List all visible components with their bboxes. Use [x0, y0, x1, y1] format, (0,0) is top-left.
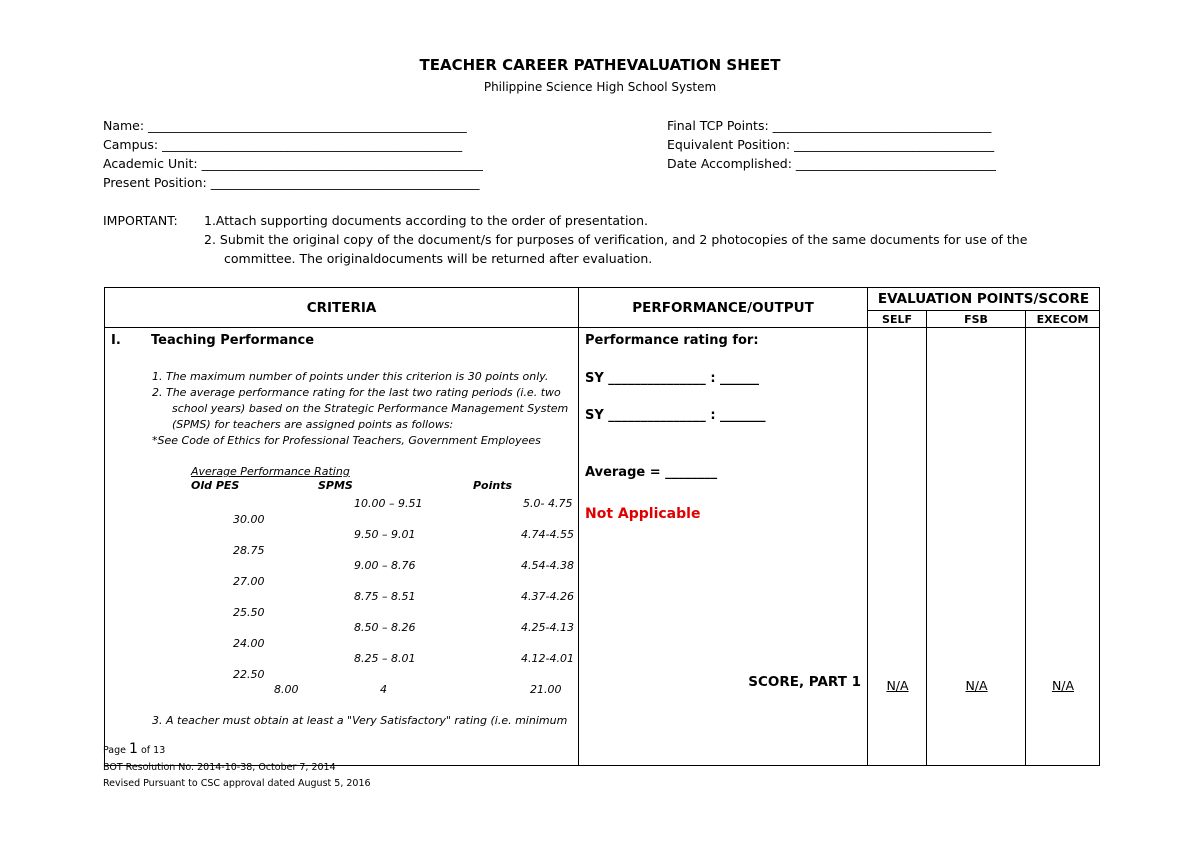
- date-accomplished-field: Date Accomplished: ________________________________: [667, 156, 996, 171]
- criteria-item-2-line-2: school years) based on the Strategic Performance Management System: [172, 402, 569, 415]
- section-number: I.: [111, 333, 121, 348]
- rating-old-3: 27.00: [233, 575, 265, 588]
- fsb-header: FSB: [927, 311, 1026, 328]
- performance-header: PERFORMANCE/OUTPUT: [579, 288, 868, 328]
- important-item-1: 1.Attach supporting documents according to the order of presentation.: [204, 213, 648, 228]
- rating-spms-last: 4: [380, 683, 387, 696]
- page-number-footer: [103, 741, 165, 757]
- not-applicable-label: Not Applicable: [585, 506, 701, 522]
- rating-old-5: 24.00: [233, 637, 265, 650]
- rating-old-last: 8.00: [274, 683, 299, 696]
- fsb-score-cell: [927, 328, 1026, 766]
- rating-points-3: 4.54-4.38: [521, 559, 574, 572]
- rating-spms-3: 9.00 – 8.76: [354, 559, 416, 572]
- criteria-item-2: 2. The average performance rating for the last two rating periods (i.e. two: [152, 386, 561, 399]
- criteria-item-1: 1. The maximum number of points under this criterion is 30 points only.: [152, 370, 549, 383]
- evaluation-header: EVALUATION POINTS/SCORE: [868, 288, 1100, 311]
- important-item-2-cont: committee. The originaldocuments will be returned after evaluation.: [224, 251, 653, 266]
- present-position-field: Present Position: ___________________________________________: [103, 175, 480, 190]
- rating-points-last: 21.00: [530, 683, 562, 696]
- rating-points-4: 4.37-4.26: [521, 590, 574, 603]
- page-title: TEACHER CAREER PATHEVALUATION SHEET: [419, 56, 781, 74]
- col-spms: SPMS: [318, 479, 353, 492]
- rating-points-6: 4.12-4.01: [521, 652, 574, 665]
- page-suffix: of 13: [137, 745, 166, 756]
- important-label: IMPORTANT:: [103, 213, 178, 228]
- page-number: 1: [129, 741, 138, 757]
- rating-spms-1: 10.00 – 9.51: [354, 497, 423, 510]
- rating-spms-2: 9.50 – 9.01: [354, 528, 416, 541]
- rating-points-1: 5.0- 4.75: [523, 497, 573, 510]
- score-part-1-label: SCORE, PART 1: [748, 674, 861, 690]
- revised-footer: Revised Pursuant to CSC approval dated August 5, 2016: [103, 778, 371, 789]
- col-old-pes: Old PES: [191, 479, 240, 492]
- rating-spms-4: 8.75 – 8.51: [354, 590, 416, 603]
- rating-points-2: 4.74-4.55: [521, 528, 574, 541]
- rating-points-5: 4.25-4.13: [521, 621, 574, 634]
- equivalent-position-field: Equivalent Position: ________________________________: [667, 137, 995, 152]
- name-field: Name: ___________________________________________________: [103, 118, 467, 133]
- self-score: N/A: [886, 678, 909, 693]
- rating-spms-5: 8.50 – 8.26: [354, 621, 416, 634]
- criteria-item-3: 3. A teacher must obtain at least a "Very Satisfactory" rating (i.e. minimum: [152, 714, 568, 727]
- sy-field-1: SY _______________ : ______: [585, 371, 760, 386]
- page-prefix: Page: [103, 745, 130, 756]
- execom-score-cell: [1026, 328, 1100, 766]
- criteria-item-2-line-3: (SPMS) for teachers are assigned points as follows:: [172, 418, 454, 431]
- final-tcp-points-field: Final TCP Points: ___________________________________: [667, 118, 992, 133]
- self-score-cell: [868, 328, 927, 766]
- resolution-footer: BOT Resolution No. 2014-10-38, October 7, 2014: [103, 762, 336, 773]
- self-header: SELF: [868, 311, 927, 328]
- sy-field-2: SY _______________ : _______: [585, 408, 766, 423]
- page-subtitle: Philippine Science High School System: [483, 80, 717, 94]
- execom-header: EXECOM: [1026, 311, 1100, 328]
- rating-old-1: 30.00: [233, 513, 265, 526]
- criteria-cell: [105, 328, 579, 766]
- rating-old-2: 28.75: [233, 544, 265, 557]
- col-points: Points: [473, 479, 513, 492]
- rating-spms-6: 8.25 – 8.01: [354, 652, 416, 665]
- average-field: Average = ________: [585, 465, 718, 480]
- performance-rating-label: Performance rating for:: [585, 333, 759, 348]
- criteria-note: *See Code of Ethics for Professional Teachers, Government Employees: [152, 434, 541, 447]
- campus-field: Campus: ________________________________________________: [103, 137, 463, 152]
- fsb-score: N/A: [965, 678, 988, 693]
- execom-score: N/A: [1051, 678, 1075, 693]
- performance-cell: [579, 328, 868, 766]
- evaluation-table: [104, 287, 1100, 766]
- rating-old-4: 25.50: [233, 606, 265, 619]
- academic-unit-field: Academic Unit: _____________________________________________: [103, 156, 483, 171]
- important-item-2: 2. Submit the original copy of the document/s for purposes of verification, and 2 photocopies of the same documents for use of the: [204, 232, 1028, 247]
- criteria-header: CRITERIA: [105, 288, 579, 328]
- section-title: Teaching Performance: [151, 333, 315, 348]
- rating-old-6: 22.50: [233, 668, 265, 681]
- rating-caption: Average Performance Rating: [191, 465, 350, 478]
